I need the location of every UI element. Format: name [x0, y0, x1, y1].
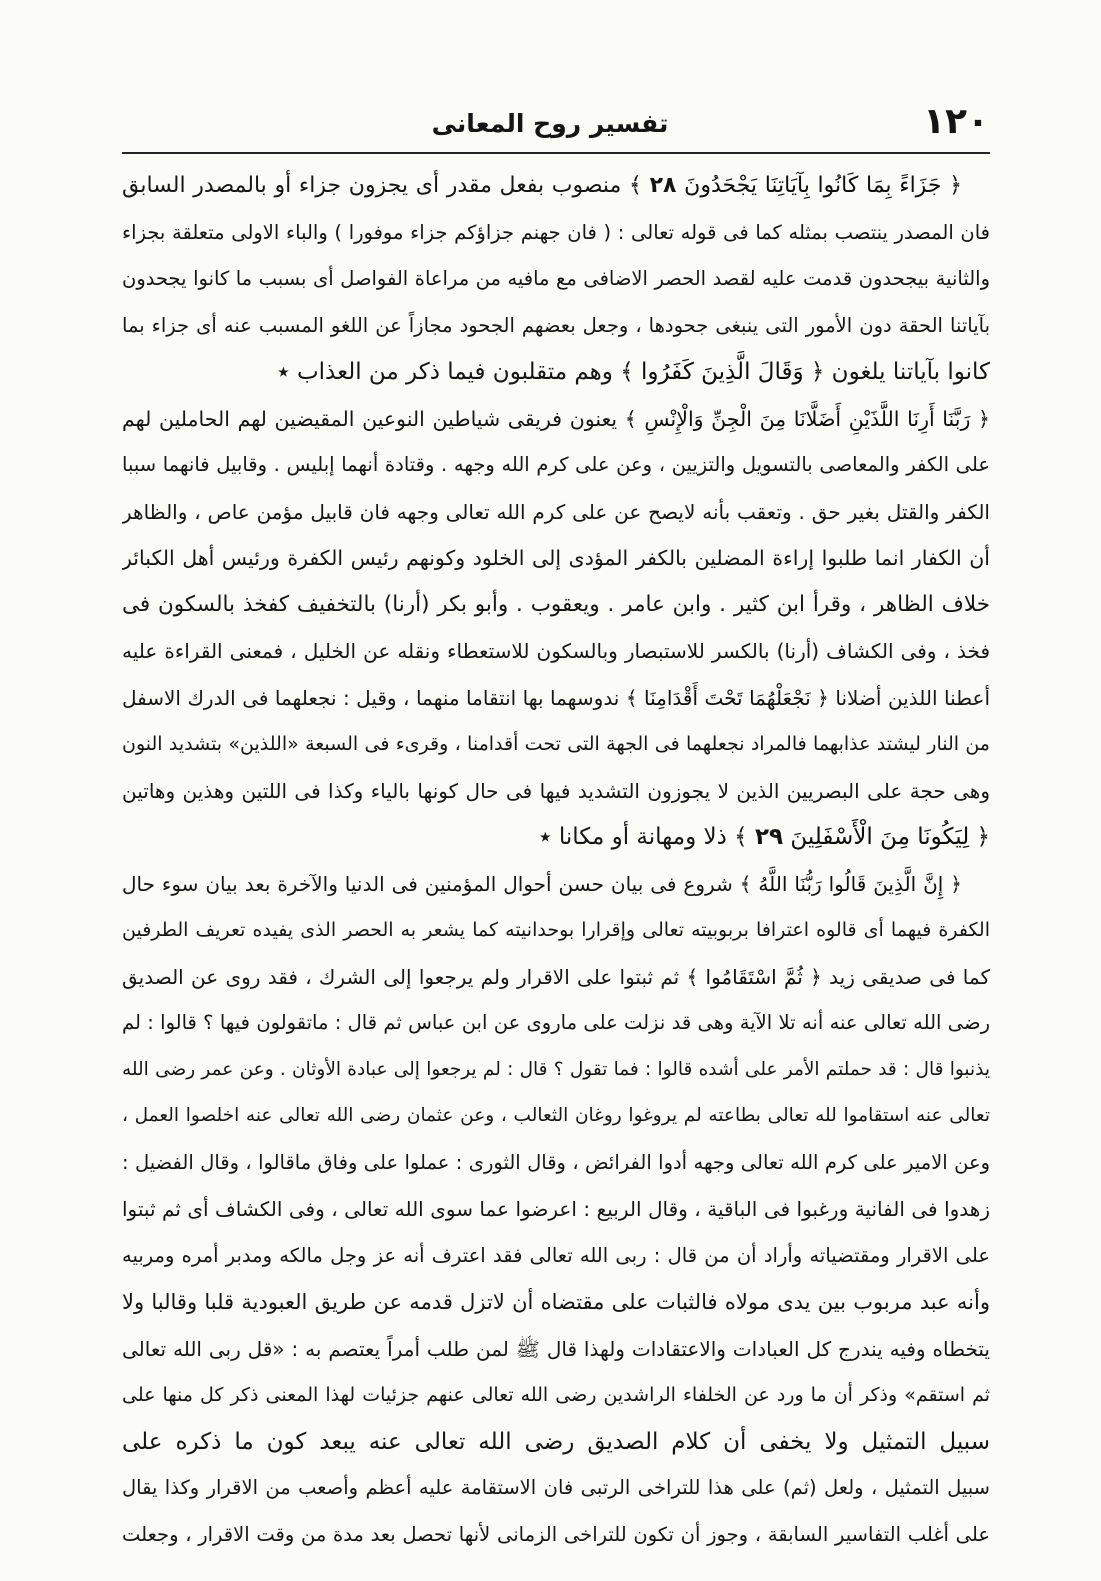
commentary-text: والثانية بيجحدون قدمت عليه لقصد الحصر الاضافى مع مافيه من مراعاة الفواصل أى بسبب ما كانوا يجحدون — [122, 267, 990, 290]
commentary-text: يتخطاه وفيه يندرج كل العبادات والاعتقادات ولهذا قال ﷺ لمن طلب أمراً يعتصم به : «قل ربى الله تعالى — [122, 1336, 990, 1361]
quran-text: ﴿ لِيَكُونَا مِنَ الْأَسْفَلِينَ — [783, 824, 990, 850]
commentary-text: شروع فى بيان حسن أحوال المؤمنين فى الدنيا والآخرة بعد بيان سوء حال — [122, 871, 740, 896]
commentary-text: وعن الامير على كرم الله تعالى وجهه أدوا الفرائض ، وقال الثورى : عملوا على وفاق ماقالوا ، وقال الفضيل : — [122, 1150, 990, 1174]
text-line — [122, 1372, 990, 1419]
text-line — [122, 256, 990, 303]
commentary-text: يعنون فريقى شياطين النوعين المقيضين لهم الحاملين لهم — [122, 406, 625, 431]
text-line — [122, 954, 990, 1001]
text-line — [122, 1000, 990, 1047]
quran-text: ﴾ — [734, 824, 755, 850]
text-line — [122, 303, 990, 350]
text-line — [122, 768, 990, 815]
commentary-text: كانوا بآياتنا يلغون — [824, 359, 990, 385]
header-rule — [122, 152, 990, 154]
text-line — [122, 1047, 990, 1094]
text-line — [122, 163, 990, 210]
quran-text: ﴿ وَقَالَ الَّذِينَ كَفَرُوا ﴾ — [620, 359, 825, 385]
text-line — [122, 1465, 990, 1512]
page-title: تفسير روح المعانى — [431, 109, 669, 138]
text-line — [122, 1140, 990, 1187]
commentary-text: منصوب بفعل مقدر أى يجزون جزاء أو بالمصدر السابق — [122, 173, 630, 198]
text-line — [122, 814, 990, 861]
text-line — [122, 349, 990, 396]
quran-text: ﴿ ثُمَّ اسْتَقَامُوا ﴾ — [686, 964, 822, 989]
text-line — [122, 1233, 990, 1280]
commentary-text: أن الكفار انما طلبوا إراءة المضلين بالكفر المؤدى إلى الخلود وكونهم رئيس الكفرة ورئيس أهل الكبائر — [122, 546, 990, 570]
commentary-text: وأنه عبد مربوب بين يدى مولاه فالثبات على مقتضاه أن لاتزل قدمه عن طريق العبودية قلبا وقالبا ولا — [122, 1290, 990, 1314]
commentary-text: فان المصدر ينتصب بمثله كما فى قوله تعالى : ( فان جهنم جزاؤكم جزاء موفورا ) والباء الاولى متعلقة بجزاء — [122, 220, 990, 244]
verse-number: ٢٩ — [754, 824, 784, 850]
text-line — [122, 396, 990, 443]
text-line — [122, 907, 990, 954]
commentary-text: ذلا ومهانة أو مكانا ٭ — [539, 824, 735, 850]
commentary-text: الكفرة فيهما أى قالوه اعترافا بربوبيته تعالى وإقرارا بوحدانيته كما يشعر به الحصر الذى يفيده تعريف الطرفين — [122, 919, 990, 941]
commentary-text: وهم متقلبون فيما ذكر من العذاب ٭ — [277, 359, 621, 385]
commentary-text: فخذ ، وفى الكشاف (أرنا) بالكسر للاستبصار وبالسكون للاستعطاء ونقله عن الخليل ، فمعنى القراءة عليه — [122, 639, 990, 663]
commentary-text: سبيل التمثيل ولا يخفى أن كلام الصديق رضى الله تعالى عنه يبعد كون ما ذكره على — [122, 1428, 990, 1455]
commentary-text: أعطنا اللذين أضلانا — [828, 685, 990, 710]
commentary-text: على الكفر والمعاصى بالتسويل والتزيين ، وعن على كرم الله وجهه . وقتادة أنهما إبليس . وقابيل فانهما سببا — [122, 453, 990, 476]
text-line — [122, 582, 990, 629]
text-line — [122, 1093, 990, 1140]
commentary-text: وهى حجة على البصريين الذين لا يجوزون التشديد فيها فى حال كونها بالياء وكذا فى اللتين وهذين وهاتين — [122, 778, 990, 803]
text-line — [122, 861, 990, 908]
quran-text: ﴾ — [629, 173, 650, 198]
text-line — [122, 1326, 990, 1373]
commentary-text: من النار ليشتد عذابهما فالمراد نجعلهما فى الجهة التى تحت أقدامنا ، وقرىء فى السبعة «اللذين» بتشديد النون — [122, 733, 990, 755]
text-line — [122, 489, 990, 536]
commentary-text: رضى الله تعالى عنه أنه تلا الآية وهى قد نزلت على ماروى عن ابن عباس ثم قال : ماتقولون فيها ؟ قالوا : لم — [122, 1011, 990, 1034]
text-line — [122, 1512, 990, 1559]
text-line — [122, 1419, 990, 1466]
text-line — [122, 210, 990, 257]
commentary-text: سبيل التمثيل ، ولعل (ثم) على هذا للتراخى الرتبى فان الاستقامة عليه أعظم وأصعب من الاقرار وكذا يقال — [122, 1476, 990, 1499]
text-line — [122, 1279, 990, 1326]
verse-number: ٢٨ — [649, 173, 677, 198]
commentary-text: على أغلب التفاسير السابقة ، وجوز أن تكون للتراخى الزمانى لأنها تحصل بعد مدة من وقت الاقرار ، وجعلت — [122, 1522, 990, 1546]
commentary-text: الكفر والقتل بغير حق . وتعقب بأنه لايصح عن على كرم الله تعالى وجهه فان قابيل مؤمن عاص ، والظاهر — [122, 499, 990, 524]
text-line — [122, 721, 990, 768]
quran-text: ﴿ إِنَّ الَّذِينَ قَالُوا رَبُّنَا اللَّهُ ﴾ — [739, 871, 962, 896]
commentary-text: كما فى صديقى زيد — [821, 964, 990, 989]
text-line — [122, 1186, 990, 1233]
commentary-body — [122, 163, 990, 1558]
text-line — [122, 535, 990, 582]
quran-text: ﴿ جَزَاءً بِمَا كَانُوا بِآيَاتِنَا يَجْحَدُونَ — [676, 173, 963, 198]
commentary-text: ثم ثبتوا على الاقرار ولم يرجعوا إلى الشرك ، فقد روى عن الصديق — [122, 964, 687, 989]
text-line — [122, 442, 990, 489]
commentary-text: تعالى عنه استقاموا لله تعالى بطاعته لم يروغوا روغان الثعالب ، وعن عثمان رضى الله تعالى عنه اخلصوا العمل ، — [122, 1105, 990, 1126]
commentary-text: زهدوا فى الفانية ورغبوا فى الباقية ، وقال الربيع : اعرضوا عما سوى الله تعالى ، وفى الكشاف أى ثم ثبتوا — [122, 1197, 990, 1221]
quran-text: ﴿ نَجْعَلْهُمَا تَحْتَ أَقْدَامِنَا ﴾ — [625, 685, 829, 710]
text-line — [122, 675, 990, 722]
commentary-text: ندوسهما بها انتقاما منهما ، وقيل : نجعلهما فى الدرك الاسفل — [122, 685, 626, 710]
page-number: ١٢٠ — [923, 101, 989, 142]
commentary-text: يذنبوا قال : قد حملتم الأمر على أشده قالوا : فما تقول ؟ قال : لم يرجعوا إلى عبادة الأوثان . وعن عمر رضى الله — [122, 1058, 990, 1080]
commentary-text: ثم استقم» وذكر أن ما ورد عن الخلفاء الراشدين رضى الله تعالى عنهم جزئيات لهذا المعنى ذكر كل منها على — [122, 1384, 990, 1406]
quran-text: ﴿ رَبَّنَا أَرِنَا اللَّذَيْنِ أَضَلَّانَا مِنَ الْجِنِّ وَالْإِنْسِ ﴾ — [624, 406, 990, 431]
commentary-text: خلاف الظاهر ، وقرأ ابن كثير . وابن عامر . ويعقوب . وأبو بكر (أرنا) بالتخفيف كفخذ بالسكون فى — [122, 591, 990, 617]
commentary-text: على الاقرار ومقتضياته وأراد أن من قال : ربى الله تعالى فقد اعترف أنه عز وجل مالكه ومدبر أمره ومربيه — [122, 1243, 990, 1267]
text-line — [122, 628, 990, 675]
commentary-text: بآياتنا الحقة دون الأمور التى ينبغى جحودها ، وجعل بعضهم الجحود مجازاً عن اللغو المسبب عنه أى جزاء بما — [122, 313, 990, 337]
